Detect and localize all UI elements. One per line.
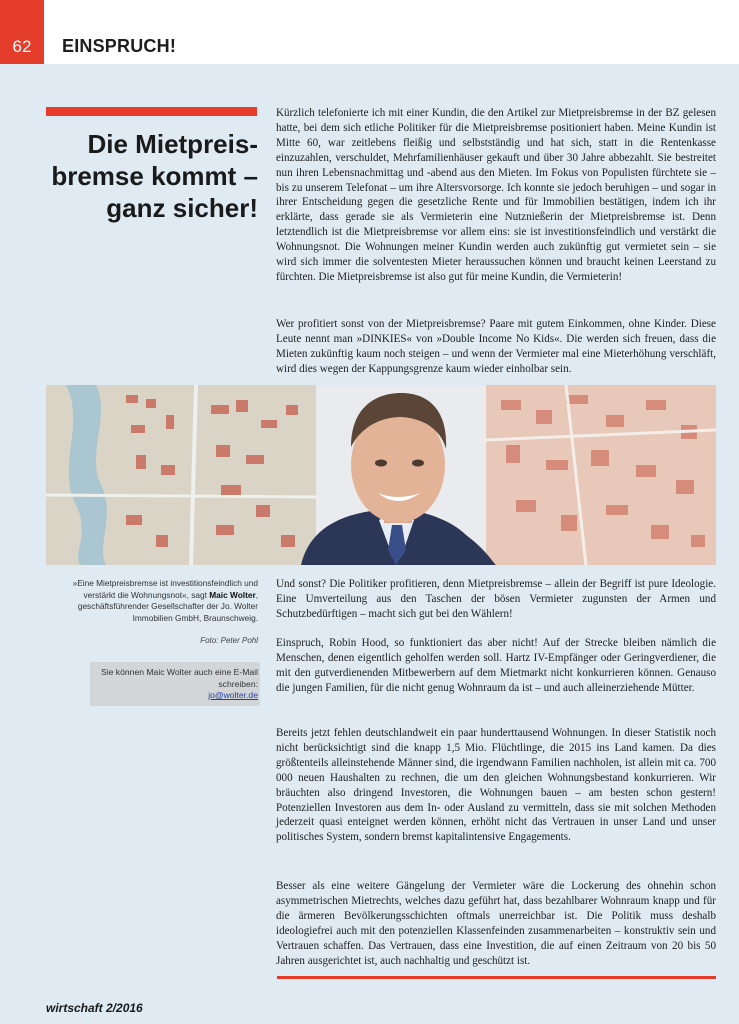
article-paragraph: Kürzlich telefonierte ich mit einer Kundin, die den Artikel zur Mietpreisbremse in der BZ gelesen hatte, bei dem sich etliche Politiker für die Mietpreisbremse positioniert haben. Meine Kundin ist Mitte 60, war zeitlebens fleißig und selbstständig und hat sich, statt in die Rentenkasse einzuzahlen, verschuldet, Mehrfamilienhäuser gekauft und über 30 Jahre abbezahlt. Sie bestreitet nun ihren Lebensnachmittag und -abend aus den Mieten. Im Fokus von Populisten fürchtete sie – bis zu unserem Telefonat – um ihre Altersvorsorge. Ich konnte sie jedoch beruhigen – und sogar in ihrer Entscheidung gegen die gesetzliche Rente und für Immobilien bestätigen, indem ich ihr erklärte, dass gerade sie als Vermieterin eine Nutznießerin der Mietpreisbremse ist. Denn letztendlich ist die Mietpreisbremse vor allem eins: sie ist investitionsfeindlich und verstärkt die Wohnungsnot. Die Wohnungen meiner Kundin werden auch zukünftig gut vermietet sein – sie wird sich immer die solventesten Mieter heraussuchen können und braucht keinen Leerstand zu fürchten. Die Mietpreisbremse ist also gut für meine Kundin, die Vermieterin! <box>276 107 716 283</box>
contact-text: Sie können Maic Wolter auch eine E-Mail schreiben: <box>101 667 258 689</box>
caption-quote: »Eine Mietpreisbremse ist investitionsfeindlich und verstärkt die Wohnungsnot«, sagt <box>72 578 258 600</box>
section-title: EINSPRUCH! <box>62 36 177 56</box>
photo-caption <box>46 578 258 624</box>
caption-name: Maic Wolter <box>209 589 256 600</box>
headline-text: Die Mietpreis- bremse kommt – ganz sicher! <box>51 129 258 223</box>
article-photo <box>46 385 716 565</box>
contact-info <box>96 667 258 702</box>
photo-credit: Foto: Peter Pohl <box>200 636 258 645</box>
article-paragraph: Einspruch, Robin Hood, so funktioniert das aber nicht! Auf der Strecke bleiben nämlich die Menschen, denen eigentlich geholfen werden soll. Hartz IV-Empfänger oder Geringverdiener, die mit den gutverdienenden Mitbewerbern auf dem Mietmarkt nicht konkurrieren können. Genauso die jungen Familien, für die nicht genug Wohnraum da ist – und auch alleinerziehende Mütter. <box>276 637 716 694</box>
contact-email-link[interactable]: jo@wolter.de <box>208 690 258 700</box>
headline-accent-bar <box>46 107 257 116</box>
footer-publication: wirtschaft 2/2016 <box>46 1001 143 1015</box>
article-paragraph: Wer profitiert sonst von der Mietpreisbremse? Paare mit gutem Einkommen, ohne Kinder. Diese Leute nennt man »DINKIES« von »Double Income No Kids«. Die werden sich freuen, dass die Mieten zukünftig kaum noch steigen – und wenn der Vermieter mal eine Mieterhöhung verschläft, wird dies wegen der Kappungsgrenze kaum wieder einholbar sein. <box>276 318 716 375</box>
article-paragraph: Besser als eine weitere Gängelung der Vermieter wäre die Lockerung des ohnehin schon asymmetrischen Mietrechts, welches dazu geführt hat, dass bezahlbarer Wohnraum knapp und für die ärmeren Bevölkerungsschichten oftmals unerreichbar ist. Die Politik muss deshalb ideologiefrei auch mit den potenziellen Klassenfeinden zusammenarbeiten – konstruktiv sein und Vertrauen schaffen. Das Vertrauen, dass eine Investition, die auf einen Zeitraum von 20 bis 50 Jahren ausgerichtet ist, auch nachhaltig und geschützt ist. <box>276 880 716 967</box>
article-paragraph: Bereits jetzt fehlen deutschlandweit ein paar hunderttausend Wohnungen. In dieser Statistik noch nicht berücksichtigt sind die knapp 1,5 Mio. Flüchtlinge, die 2015 ins Land kamen. Da dies größtenteils alleinstehende Männer sind, die irgendwann Familien nachholen, ist allein mit ca. 700 000 neuen Haushalten zu rechnen, die um den gleichen Wohnungsbestand konkurrieren. Wir bräuchten also dringend Investoren, die Wohnungen bauen – am besten schon gestern! Potenziellen Investoren aus dem In- oder Ausland zu vermitteln, dass sie mit solchen Methoden jederzeit quasi enteignet werden können, erhöht nicht das Vertrauen in unser Land und unser politisches System, sondern bremst kapitalintensive Engagements. <box>276 727 716 844</box>
article-end-rule <box>277 976 716 979</box>
page-number: 62 <box>0 0 44 64</box>
caption-role: , geschäftsführender Gesellschafter der Jo. Wolter Immobilien GmbH, Braunschweig. <box>77 589 258 623</box>
article-paragraph: Und sonst? Die Politiker profitieren, denn Mietpreisbremse – allein der Begriff ist pure Ideologie. Eine Umverteilung aus den Taschen der bösen Vermieter zugunsten der Armen und Schutzbedürftigen – macht sich gut bei den Wählern! <box>276 578 716 620</box>
headline <box>40 128 258 224</box>
